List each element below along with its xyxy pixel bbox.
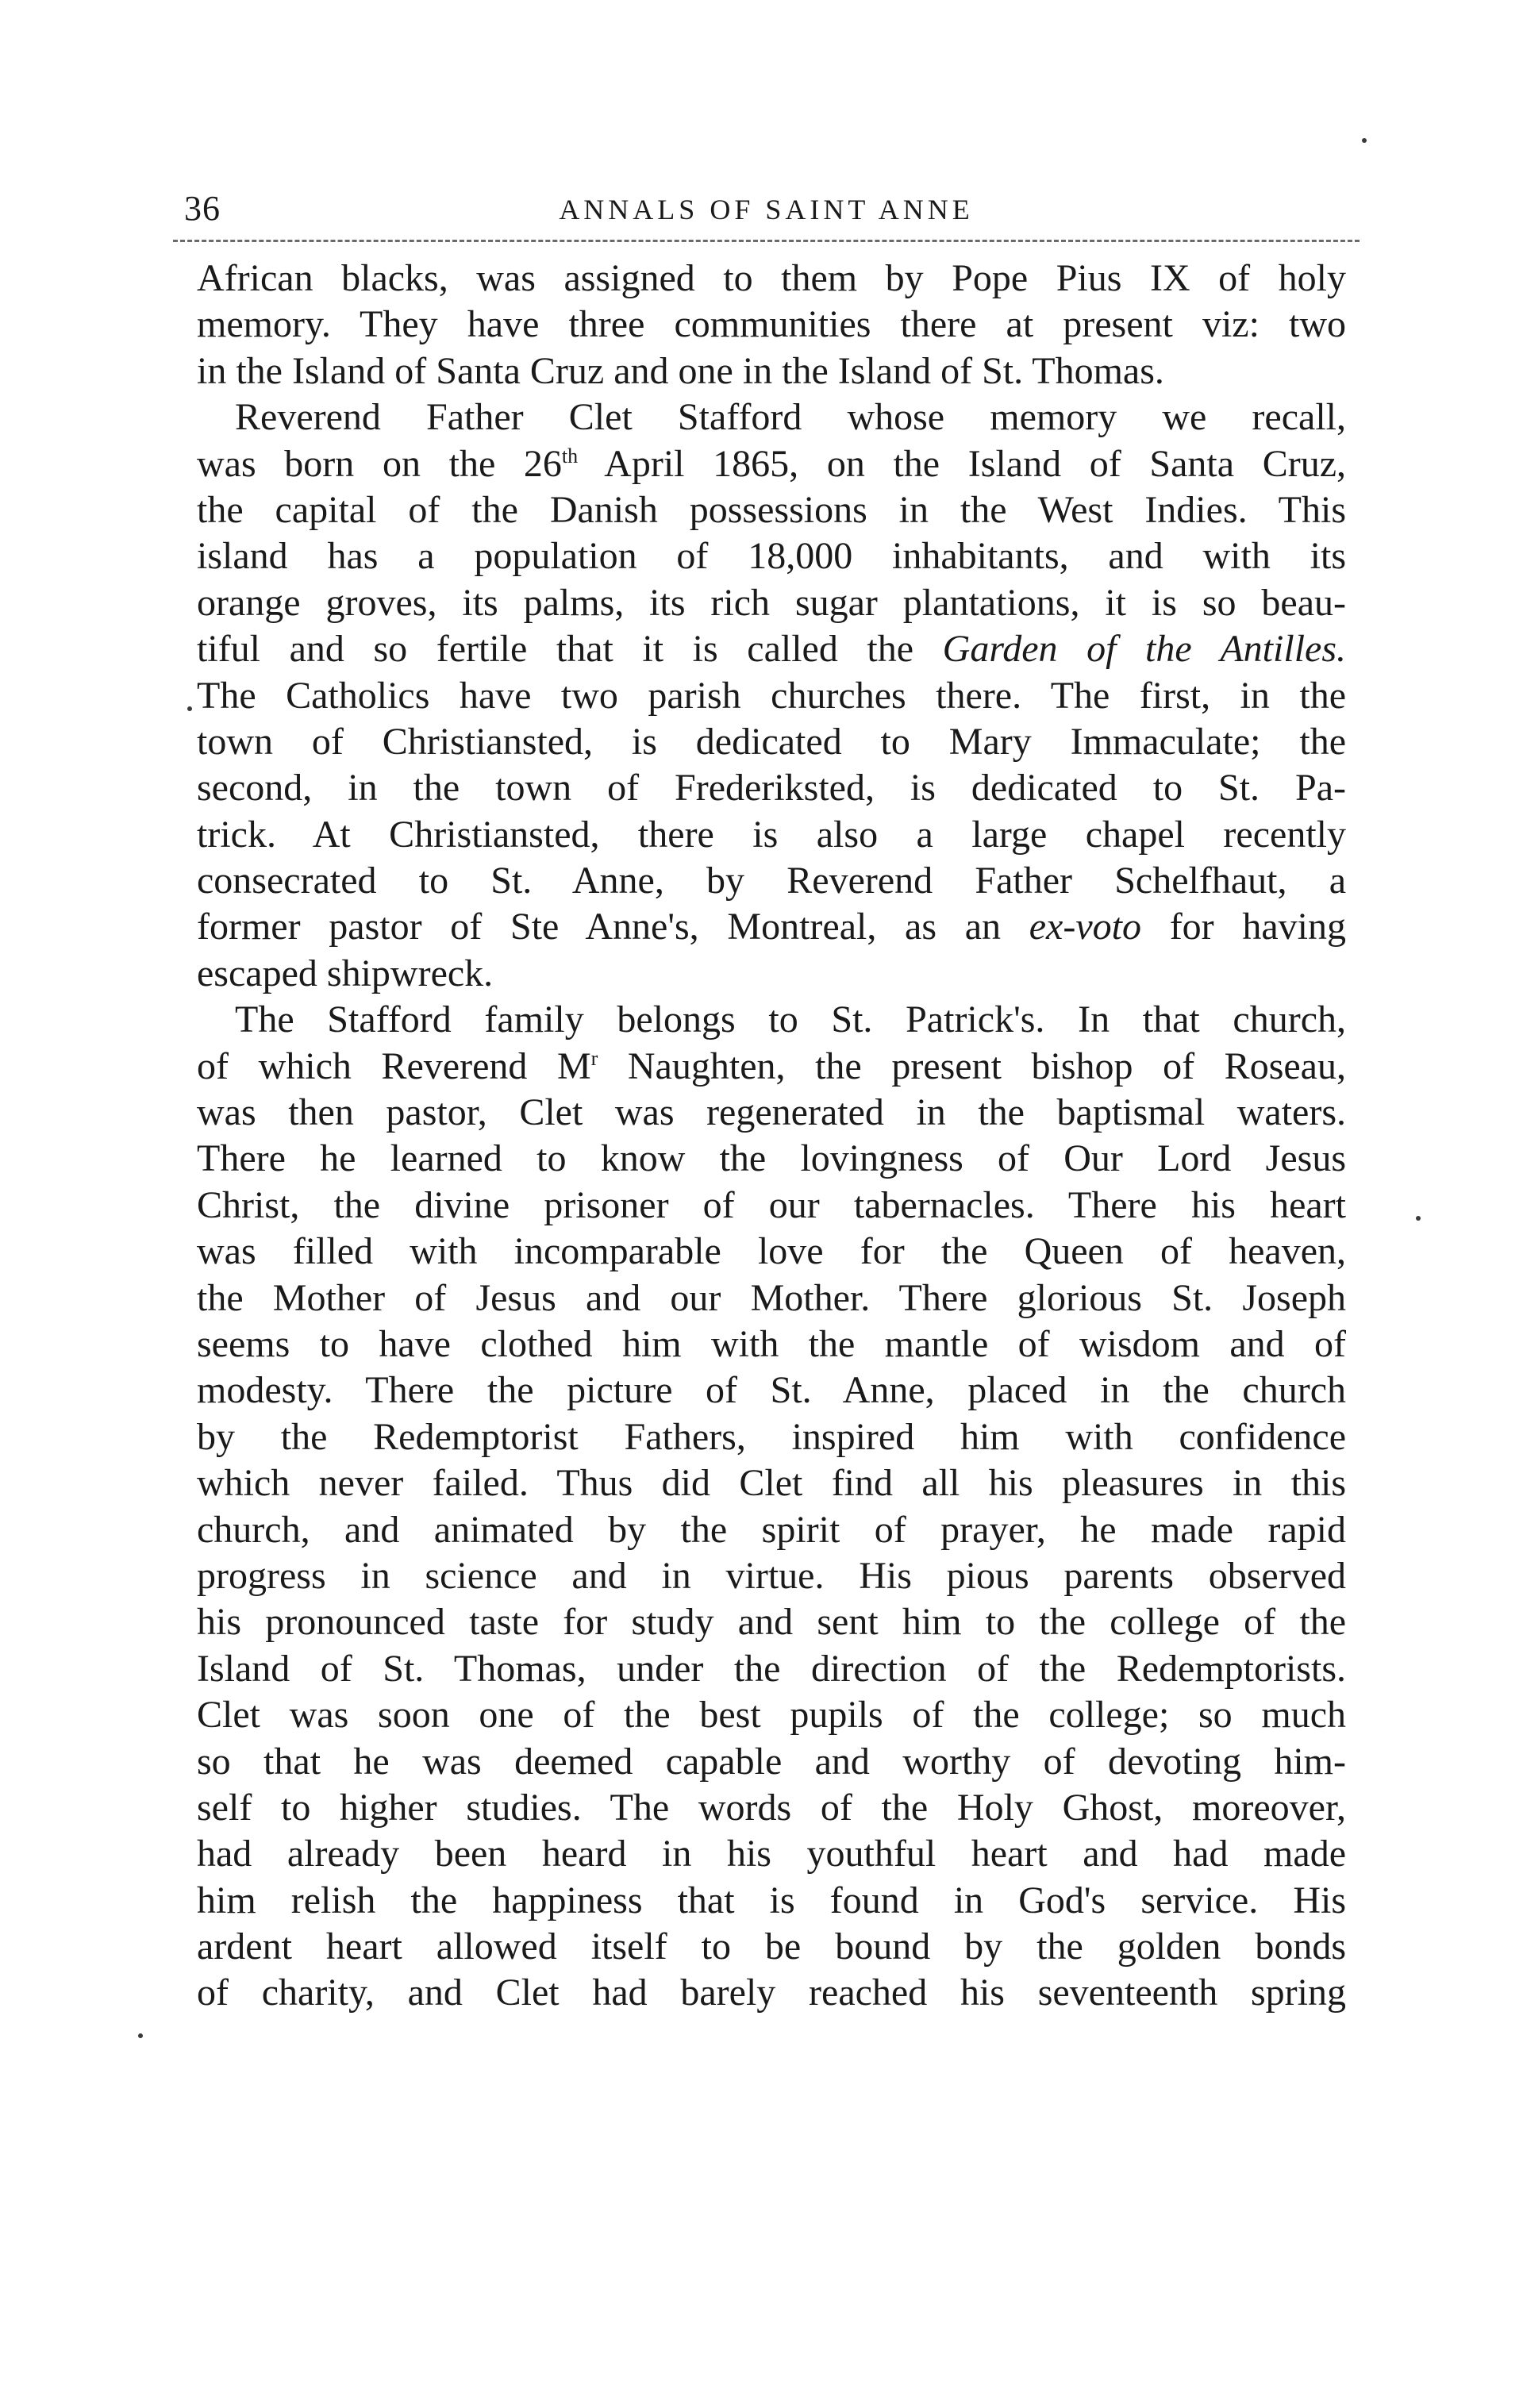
text-line: progress in science and in virtue. His pious parents observed: [197, 1554, 1346, 1597]
text-line: Christ, the divine prisoner of our tabernacles. There his heart: [197, 1183, 1346, 1226]
running-head: ANNALS OF SAINT ANNE: [559, 194, 974, 225]
text-line: second, in the town of Frederiksted, is dedicated to St. Pa-: [197, 767, 1346, 810]
text-line: Clet was soon one of the best pupils of the college; so much: [197, 1694, 1346, 1737]
text-line: so that he was deemed capable and worthy of devoting him-: [197, 1740, 1346, 1783]
paragraph-start-line: Reverend Father Clet Stafford whose memory we recall,: [235, 396, 1346, 439]
ink-speck: [187, 706, 192, 711]
text-line: consecrated to St. Anne, by Reverend Father Schelfhaut, a: [197, 860, 1346, 902]
text-line: ardent heart allowed itself to be bound by the golden bonds: [197, 1925, 1346, 1968]
text-line: by the Redemptorist Fathers, inspired him with confidence: [197, 1415, 1346, 1458]
page-number: 36: [184, 189, 221, 228]
text-fragment: was born on the 2: [197, 442, 543, 485]
text-line: which never failed. Thus did Clet find all his pleasures in this: [197, 1462, 1346, 1505]
ink-speck: [1416, 1216, 1421, 1221]
text-line: the Mother of Jesus and our Mother. There glorious St. Joseph: [197, 1276, 1346, 1319]
ink-speck: [138, 2033, 143, 2038]
text-fragment: for having: [1140, 906, 1347, 948]
text-line: The Catholics have two parish churches there. The first, in the: [197, 674, 1346, 717]
text-line: was then pastor, Clet was regenerated in the baptismal waters.: [197, 1091, 1346, 1134]
text-line: There he learned to know the lovingness of Our Lord Jesus: [197, 1137, 1346, 1180]
ordinal-suffix: th: [561, 444, 579, 467]
text-line: African blacks, was assigned to them by Pope Pius IX of holy: [197, 257, 1346, 299]
header-rule: [173, 240, 1360, 242]
text-line: [197, 441, 1346, 487]
text-line: island has a population of 18,000 inhabitants, and with its: [197, 535, 1346, 578]
text-line: his pronounced taste for study and sent him to the college of the: [197, 1601, 1346, 1644]
italic-phrase: Garden of the Antilles.: [942, 628, 1347, 671]
text-fragment: former pastor of Ste Anne's, Montreal, as an: [197, 906, 1029, 948]
text-fragment: tiful and so fertile that it is called the: [197, 628, 943, 671]
text-line: of charity, and Clet had barely reached his seventeenth spring: [197, 1971, 1346, 2014]
ink-speck: [1362, 138, 1367, 143]
text-line: [197, 1044, 1346, 1090]
text-line: him relish the happiness that is found in God's service. His: [197, 1879, 1346, 1921]
text-line: had already been heard in his youthful heart and had made: [197, 1833, 1346, 1875]
text-line: trick. At Christiansted, there is also a large chapel recently: [197, 813, 1346, 856]
text-line: was filled with incomparable love for the Queen of heaven,: [197, 1230, 1346, 1273]
text-line: in the Island of Santa Cruz and one in the Island of St. Thomas.: [197, 349, 1164, 392]
text-fragment: 6: [542, 442, 562, 485]
text-fragment: Naughten, the present bishop of Roseau,: [598, 1044, 1346, 1087]
text-line: memory. They have three communities there at present viz: two: [197, 303, 1346, 346]
text-line: Island of St. Thomas, under the direction of the Redemptorists.: [197, 1647, 1346, 1690]
text-line: self to higher studies. The words of the Holy Ghost, moreover,: [197, 1786, 1346, 1829]
body-text: [197, 256, 1346, 2017]
text-line: escaped shipwreck.: [197, 952, 494, 994]
text-line: [197, 904, 1346, 950]
text-line: church, and animated by the spirit of prayer, he made rapid: [197, 1508, 1346, 1551]
abbreviation-suffix: r: [590, 1046, 598, 1070]
text-line: modesty. There the picture of St. Anne, placed in the church: [197, 1369, 1346, 1412]
text-fragment: of which Reverend M: [197, 1044, 591, 1087]
paragraph-start-line: The Stafford family belongs to St. Patrick's. In that church,: [235, 998, 1346, 1041]
text-line: [197, 626, 1346, 672]
text-line: seems to have clothed him with the mantle of wisdom and of: [197, 1322, 1346, 1365]
italic-phrase: ex-voto: [1029, 906, 1141, 948]
text-line: orange groves, its palms, its rich sugar plantations, it is so beau-: [197, 581, 1346, 624]
text-line: the capital of the Danish possessions in the West Indies. This: [197, 488, 1346, 531]
text-line: town of Christiansted, is dedicated to Mary Immaculate; the: [197, 720, 1346, 763]
text-fragment: April 1865, on the Island of Santa Cruz,: [578, 442, 1346, 485]
page-header: [173, 184, 1360, 233]
